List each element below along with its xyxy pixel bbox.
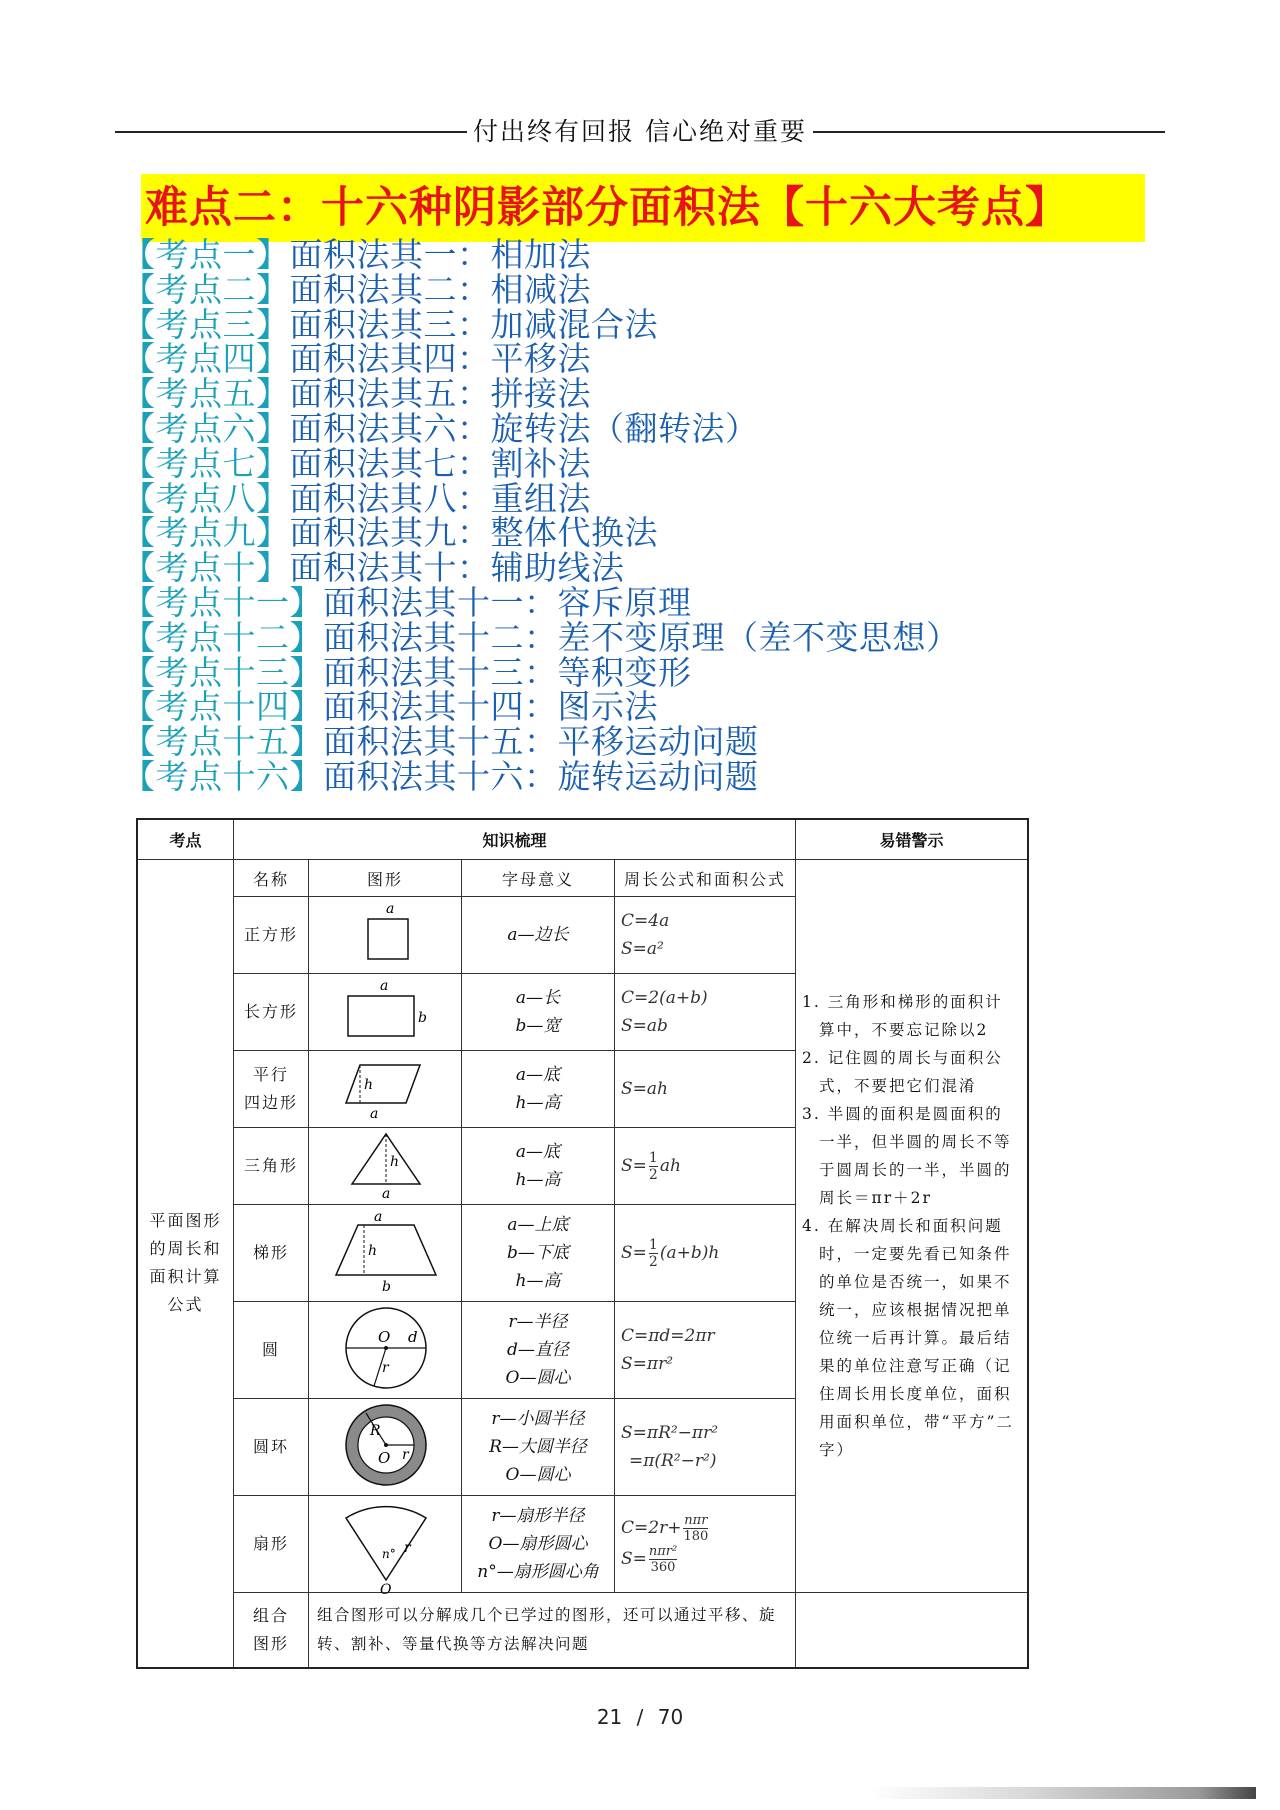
svg-text:O: O [378,1449,391,1467]
point-item: 【考点十六】面积法其十六：旋转运动问题 [122,756,759,796]
circle-figure [309,1302,462,1399]
svg-text:a: a [374,1209,383,1225]
warning-item: 1. 三角形和梯形的面积计算中，不要忘记除以2 [802,993,1003,1039]
table-row: 梯形 a h b a—上底 b—下底 h—高 S= $\frac{1}{2}$ (a+b)h [137,1205,1028,1302]
header-zhishi: 知识梳理 [234,819,796,860]
triangle-figure [309,1128,462,1205]
warning-item: 4. 在解决周长和面积问题时，一定要先看已知条件的单位是否统一，如果不统一，应该根据情况把单位统一后再计算。最后结果的单位注意写正确（记住周长用长度单位，面积用面积单位，带“平方”二字） [802,1217,1014,1459]
sector-figure [309,1496,462,1598]
warning-item: 3. 半圆的面积是圆面积的一半，但半圆的周长不等于圆周长的一半，半圆的周长＝πr＋2r [802,1105,1012,1207]
warning-item: 2. 记住圆的周长与面积公式，不要把它们混淆 [802,1049,1003,1095]
horizontal-scrollbar[interactable] [870,1787,1256,1799]
combo-text: 组合图形可以分解成几个已学过的图形，还可以通过平移、旋转、割补、等量代换等方法解决问题 [309,1593,796,1668]
header-yicuo: 易错警示 [796,819,1029,860]
parallelogram-figure [309,1051,462,1128]
table-row: 圆环 R O r r—小圆半径 R—大圆半径 O—圆心 S=πR²−πr² =π(R²−r²) [137,1399,1028,1496]
point-item: 【考点九】面积法其九：整体代换法 [122,513,658,553]
header-motto: 付出终有回报 信心绝对重要 [467,117,813,146]
point-item: 【考点八】面积法其八：重组法 [122,478,591,518]
point-item: 【考点十三】面积法其十三：等积变形 [122,652,692,692]
svg-text:n°: n° [382,1547,396,1561]
svg-text:h: h [390,1154,400,1170]
table-row: 组合 图形 组合图形可以分解成几个已学过的图形，还可以通过平移、旋转、割补、等量代换等方法解决问题 [137,1593,1028,1668]
svg-text:r: r [382,1360,389,1376]
svg-text:a: a [370,1106,379,1122]
svg-text:b: b [382,1279,391,1295]
page-title: 难点二：十六种阴影部分面积法【十六大考点】 [141,174,1145,242]
table-row: 平行 四边形 h a a—底 h—高 S=ah [137,1051,1028,1128]
svg-text:h: h [364,1077,374,1093]
points-list [122,235,1172,796]
point-item: 【考点四】面积法其四：平移法 [122,339,591,379]
subheader-formulas: 周长公式和面积公式 [615,860,796,897]
svg-text:r: r [402,1447,409,1463]
header-kaodian: 考点 [137,819,234,860]
subheader-letters: 字母意义 [462,860,615,897]
svg-text:b: b [418,1010,427,1026]
rectangle-figure [309,974,462,1051]
svg-text:d: d [408,1328,418,1346]
page-header [115,112,1165,152]
point-item: 【考点七】面积法其七：割补法 [122,443,591,483]
warnings-cell [796,860,1029,1593]
table-row: 圆 O d r r—半径 d—直径 O—圆心 C=πd=2πr S=πr² [137,1302,1028,1399]
point-item: 【考点三】面积法其三：加减混合法 [122,304,658,344]
svg-text:a: a [382,1186,391,1202]
page-indicator: 21 / 70 [596,1705,684,1729]
subheader-figure: 图形 [309,860,462,897]
point-item: 【考点二】面积法其二：相减法 [122,269,591,309]
point-item: 【考点十一】面积法其十一：容斥原理 [122,582,692,622]
annulus-figure [309,1399,462,1496]
svg-text:h: h [368,1243,378,1259]
knowledge-table [136,818,1029,1669]
point-item: 【考点十】面积法其十：辅助线法 [122,548,625,588]
svg-text:O: O [380,1582,392,1598]
svg-text:R: R [370,1423,381,1439]
table-row: 正方形 a a—边长 C=4a S=a² [137,897,1028,974]
point-item: 【考点十四】面积法其十四：图示法 [122,687,658,727]
table-row: 长方形 a b a—长 b—宽 C=2(a+b) S=ab [137,974,1028,1051]
svg-text:r: r [404,1540,411,1556]
point-item: 【考点六】面积法其六：旋转法（翻转法） [122,408,759,448]
section-cell: 平面图形 的周长和 面积计算 公式 [137,860,234,1668]
point-item: 【考点十五】面积法其十五：平移运动问题 [122,722,759,762]
table-row: 扇形 n° r O r—扇形半径 O—扇形圆心 n°—扇形圆心角 C=2r+ nπr 180 S= nπr² 360 [137,1496,1028,1593]
point-item: 【考点十二】面积法其十二：差不变原理（差不变思想） [122,617,960,657]
trapezoid-figure [309,1205,462,1302]
point-item: 【考点五】面积法其五：拼接法 [122,374,591,414]
subheader-name: 名称 [234,860,309,897]
svg-text:a: a [380,978,389,994]
square-figure [309,897,462,974]
table-row: 三角形 h a a—底 h—高 S= $\frac{1}{2}$ ah [137,1128,1028,1205]
svg-text:O: O [378,1328,391,1346]
point-item: 【考点一】面积法其一：相加法 [122,235,591,274]
svg-text:a: a [386,901,395,917]
